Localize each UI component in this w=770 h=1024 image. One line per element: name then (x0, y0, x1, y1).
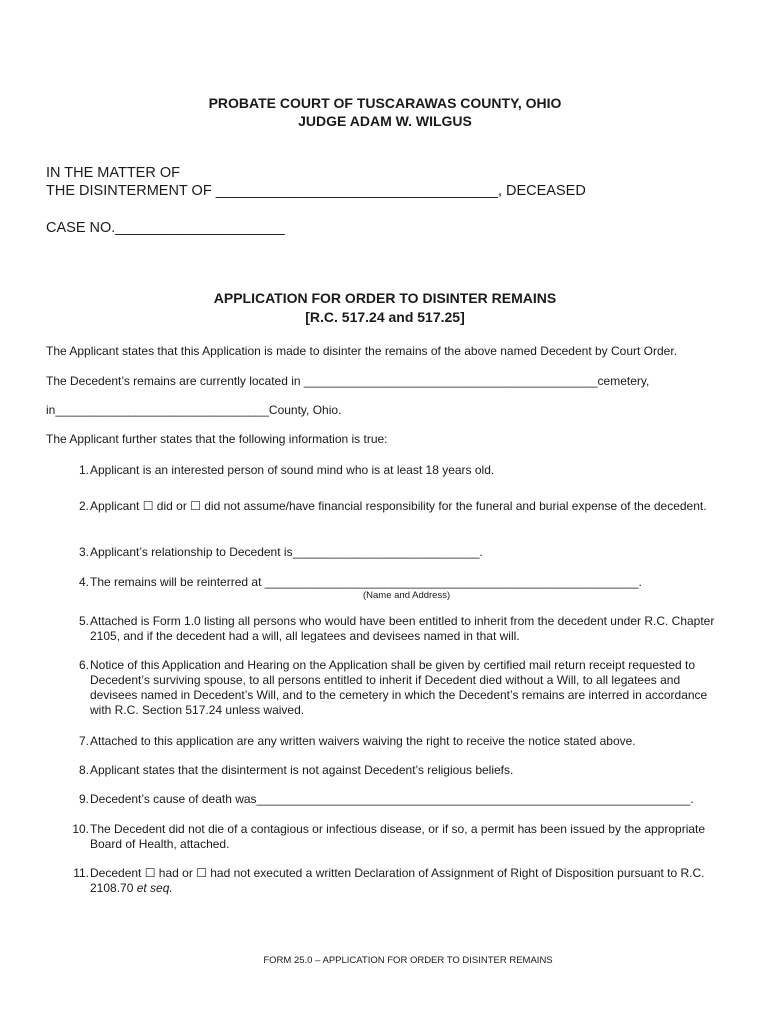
item-number: 6. (78, 658, 89, 672)
item-text-main: Decedent ☐ had or ☐ had not executed a written Declaration of Assignment of Right of Disposition pursuant to R.C. 2108.70 (90, 866, 705, 895)
case-number: CASE NO._____________________ (46, 220, 285, 236)
judge-name: JUDGE ADAM W. WILGUS (298, 113, 472, 129)
disinterment-line: THE DISINTERMENT OF ___________________________________, DECEASED (46, 183, 586, 199)
court-name: PROBATE COURT OF TUSCARAWAS COUNTY, OHIO (208, 95, 562, 111)
item-number: 8. (78, 763, 89, 777)
item-number: 1. (78, 463, 89, 477)
county-line: in________________________________County, Ohio. (46, 403, 342, 417)
further-states: The Applicant further states that the following information is true: (46, 432, 388, 446)
item-number: 11. (73, 866, 89, 880)
item-text: Notice of this Application and Hearing on the Application shall be given by certified mail return receipt requested to Decedent’s surviving spouse, to all persons entitled to inherit if Decedent died without a Will, to all legatees and devisees named in Decedent’s Will, and to the cemetery in which the Decedent’s remains are interred in accordance with R.C. Section 517.24 unless waived. (90, 658, 708, 717)
item-text: Applicant’s relationship to Decedent is____________________________. (90, 545, 483, 559)
item-text: Applicant states that the disinterment is not against Decedent’s religious beliefs. (90, 763, 514, 777)
item-text: Attached is Form 1.0 listing all persons who would have been entitled to inherit from the decedent under R.C. Chapter 2105, and if the decedent had a will, all legatees and devisees named in that will. (90, 614, 715, 643)
item-text: The remains will be reinterred at ________________________________________________________. (90, 575, 642, 589)
item-number: 4. (78, 575, 89, 589)
item-text: Decedent’s cause of death was_________________________________________________________________. (90, 792, 694, 806)
location-line: The Decedent’s remains are currently located in ____________________________________________cemetery, (46, 374, 650, 388)
item-text: Attached to this application are any written waivers waiving the right to receive the notice stated above. (90, 734, 636, 748)
form-statute: [R.C. 517.24 and 517.25] (305, 309, 465, 325)
item-number: 5. (78, 614, 89, 628)
item-text: Applicant ☐ did or ☐ did not assume/have financial responsibility for the funeral and burial expense of the decedent. (90, 499, 707, 513)
matter-line: IN THE MATTER OF (46, 165, 180, 181)
statement-paragraph: The Applicant states that this Application is made to disinter the remains of the above named Decedent by Court Order. (46, 344, 678, 358)
form-footer: FORM 25.0 – APPLICATION FOR ORDER TO DISINTER REMAINS (263, 955, 553, 966)
item-number: 7. (78, 734, 89, 748)
item-number: 10. (72, 822, 89, 836)
item-text-italic: et seq. (136, 881, 173, 895)
item-number: 2. (78, 499, 89, 513)
name-address-caption: (Name and Address) (363, 590, 451, 601)
form-title: APPLICATION FOR ORDER TO DISINTER REMAINS (213, 290, 557, 306)
item-text (90, 866, 730, 896)
item-number: 9. (78, 792, 89, 806)
item-number: 3. (78, 545, 89, 559)
item-text: The Decedent did not die of a contagious or infectious disease, or if so, a permit has been issued by the appropriate Board of Health, attached. (90, 822, 706, 851)
item-text: Applicant is an interested person of sound mind who is at least 18 years old. (90, 463, 495, 477)
